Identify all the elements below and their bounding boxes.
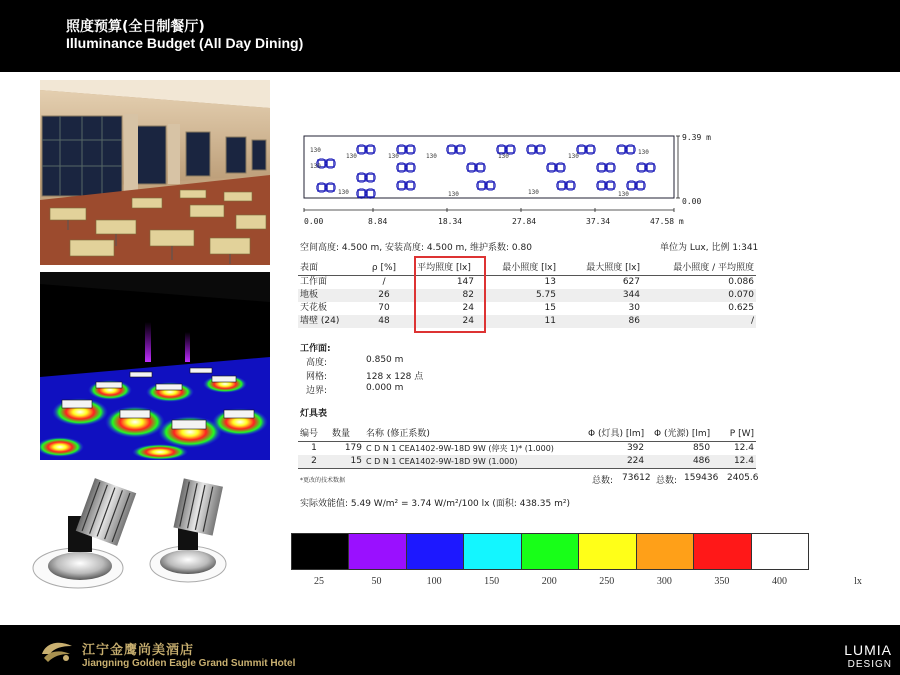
cell: 15 xyxy=(330,455,364,469)
cell: 179 xyxy=(344,443,362,453)
surfaces-header-row xyxy=(298,262,756,276)
plan-contour-label: 130 xyxy=(638,149,649,156)
luminaire-footnote: *更改的技术数据 xyxy=(300,477,346,484)
scale-label: 25 xyxy=(314,576,324,587)
downlight-product-image xyxy=(28,468,238,598)
plan-contour-label: 130 xyxy=(388,153,399,160)
room-parameters: 空间高度: 4.500 m, 安装高度: 4.500 m, 维护系数: 0.80 xyxy=(300,243,532,253)
surfaces-row xyxy=(298,289,756,302)
cell: 11 xyxy=(476,315,558,328)
cell: 70 xyxy=(378,303,390,313)
plan-contour-label: 130 xyxy=(426,153,437,160)
scale-swatch xyxy=(522,534,579,569)
col-avg-illuminance: 平均照度 [lx] xyxy=(412,262,476,276)
cell: 0.086 xyxy=(728,277,754,287)
cell: 627 xyxy=(622,277,640,287)
cell: 850 xyxy=(692,443,711,453)
scale-label: 200 xyxy=(541,576,557,587)
power-efficiency: 实际效能值: 5.49 W/m² = 3.74 W/m²/100 lx (面积: 438.35 m²) xyxy=(300,499,570,509)
cell: 墙壁 (24) xyxy=(298,315,356,328)
cell: 2 xyxy=(298,455,330,469)
total-label: 总数: xyxy=(592,476,614,486)
cell: 12.4 xyxy=(733,443,754,453)
col-power: P [W] xyxy=(712,428,756,442)
brand-name: LUMIA xyxy=(844,642,892,658)
golden-eagle-logo-icon xyxy=(40,640,74,664)
scale-swatch xyxy=(407,534,464,569)
plan-contour-label: 130 xyxy=(568,153,579,160)
hotel-name-cn: 江宁金鹰尚美酒店 xyxy=(82,643,195,658)
cell: 0.070 xyxy=(642,289,756,302)
total-luminaire-flux: 73612 xyxy=(622,473,651,483)
luminaire-table xyxy=(298,428,756,469)
luminaire-table-title: 灯具表 xyxy=(300,409,328,419)
luminaire-row xyxy=(298,442,756,456)
plan-x-tick: 27.84 xyxy=(512,217,537,226)
luminaire-row xyxy=(298,455,756,469)
avg-illuminance-highlight xyxy=(414,256,486,333)
brand-subtitle: DESIGN xyxy=(847,659,892,670)
col-no: 编号 xyxy=(298,428,330,442)
cell: 0.625 xyxy=(728,303,754,313)
surfaces-table xyxy=(298,262,756,328)
plan-contour-label: 130 xyxy=(528,189,539,196)
cell: 30 xyxy=(628,303,640,313)
scale-swatch xyxy=(637,534,694,569)
page-title-cn: 照度预算(全日制餐厅) xyxy=(66,19,205,35)
cell: 1 xyxy=(311,443,317,453)
scale-label: 250 xyxy=(599,576,615,587)
cell: 天花板 xyxy=(300,303,328,313)
false-color-render xyxy=(40,272,270,460)
scale-swatch xyxy=(349,534,406,569)
illuminance-color-scale xyxy=(291,533,809,570)
cell: 86 xyxy=(558,315,642,328)
col-max-illuminance: 最大照度 [lx] xyxy=(558,262,642,276)
footer-bar xyxy=(0,625,900,675)
cell: C D N 1 CEA1402-9W-18D 9W (停夹 1)* (1.000) xyxy=(366,444,554,453)
plan-contour-label: 130 xyxy=(448,191,459,198)
col-flux-luminaire: Φ (灯具) [lm] xyxy=(586,428,646,442)
workplane-grid-label: 网格: xyxy=(306,372,328,382)
surfaces-row xyxy=(298,276,756,290)
workplane-height-label: 高度: xyxy=(306,358,328,368)
cell: C D N 1 CEA1402-9W-18D 9W (1.000) xyxy=(364,455,586,469)
scale-label: 350 xyxy=(714,576,730,587)
scale-swatch xyxy=(464,534,521,569)
workplane-height-value: 0.850 m xyxy=(366,355,404,365)
header-bar xyxy=(0,0,900,72)
workplane-border-value: 0.000 m xyxy=(366,383,404,393)
cell: 24 xyxy=(412,315,476,328)
cell: 26 xyxy=(356,289,412,302)
cell: 486 xyxy=(646,455,712,469)
isolux-floor-plan xyxy=(298,124,718,232)
scale-label: 50 xyxy=(371,576,382,587)
hotel-name-en: Jiangning Golden Eagle Grand Summit Hotel xyxy=(82,658,296,669)
unit-scale: 单位为 Lux, 比例 1:341 xyxy=(660,243,759,253)
dining-room-render xyxy=(40,80,270,265)
total-label-2: 总数: xyxy=(656,476,678,486)
scale-label: 150 xyxy=(484,576,500,587)
cell: 82 xyxy=(412,289,476,302)
cell: 344 xyxy=(558,289,642,302)
plan-y-bottom: 0.00 xyxy=(682,197,702,206)
luminaire-header-row xyxy=(298,428,756,442)
cell: 地板 xyxy=(298,289,356,302)
plan-x-tick: 0.00 xyxy=(304,217,324,226)
col-surface: 表面 xyxy=(298,262,356,276)
total-lamp-flux: 159436 xyxy=(684,473,719,483)
scale-label: 300 xyxy=(656,576,672,587)
page-title-en: Illuminance Budget (All Day Dining) xyxy=(66,35,304,51)
workplane-title: 工作面: xyxy=(300,344,331,354)
cell: / xyxy=(642,315,756,328)
scale-swatch xyxy=(579,534,636,569)
scale-label: 400 xyxy=(771,576,787,587)
plan-x-tick: 47.58 m xyxy=(650,217,684,226)
cell: 224 xyxy=(586,455,646,469)
col-uniformity: 最小照度 / 平均照度 xyxy=(642,262,756,276)
scale-swatch xyxy=(292,534,349,569)
plan-contour-label: 130 xyxy=(498,153,509,160)
cell: 24 xyxy=(462,303,474,313)
workplane-border-label: 边界: xyxy=(306,386,328,396)
scale-swatch xyxy=(694,534,751,569)
cell: 13 xyxy=(544,277,556,287)
scale-swatch xyxy=(752,534,808,569)
plan-contour-label: 130 xyxy=(310,163,321,170)
col-reflectance: ρ [%] xyxy=(356,262,412,276)
plan-x-tick: 18.34 xyxy=(438,217,463,226)
plan-x-tick: 37.34 xyxy=(586,217,611,226)
cell: 工作面 xyxy=(300,277,328,287)
cell: 147 xyxy=(456,277,474,287)
cell: / xyxy=(382,277,386,287)
plan-contour-label: 130 xyxy=(618,191,629,198)
cell: 48 xyxy=(356,315,412,328)
col-min-illuminance: 最小照度 [lx] xyxy=(476,262,558,276)
scale-label: 100 xyxy=(426,576,442,587)
total-power: 2405.6 xyxy=(727,473,759,483)
cell: 5.75 xyxy=(476,289,558,302)
workplane-grid-value: 128 x 128 点 xyxy=(366,372,424,382)
surfaces-row xyxy=(298,302,756,315)
plan-contour-label: 130 xyxy=(346,153,357,160)
cell: 15 xyxy=(544,303,556,313)
plan-y-top: 9.39 m xyxy=(682,133,711,142)
cell: 392 xyxy=(626,443,645,453)
scale-unit: lx xyxy=(854,576,862,587)
col-qty: 数量 xyxy=(330,428,364,442)
plan-x-tick: 8.84 xyxy=(368,217,388,226)
cell: 12.4 xyxy=(712,455,756,469)
col-flux-lamp: Φ (光源) [lm] xyxy=(646,428,712,442)
content-area xyxy=(0,72,900,625)
plan-contour-label: 130 xyxy=(310,147,321,154)
surfaces-row xyxy=(298,315,756,328)
col-name: 名称 (修正系数) xyxy=(364,428,586,442)
plan-contour-label: 130 xyxy=(338,189,349,196)
